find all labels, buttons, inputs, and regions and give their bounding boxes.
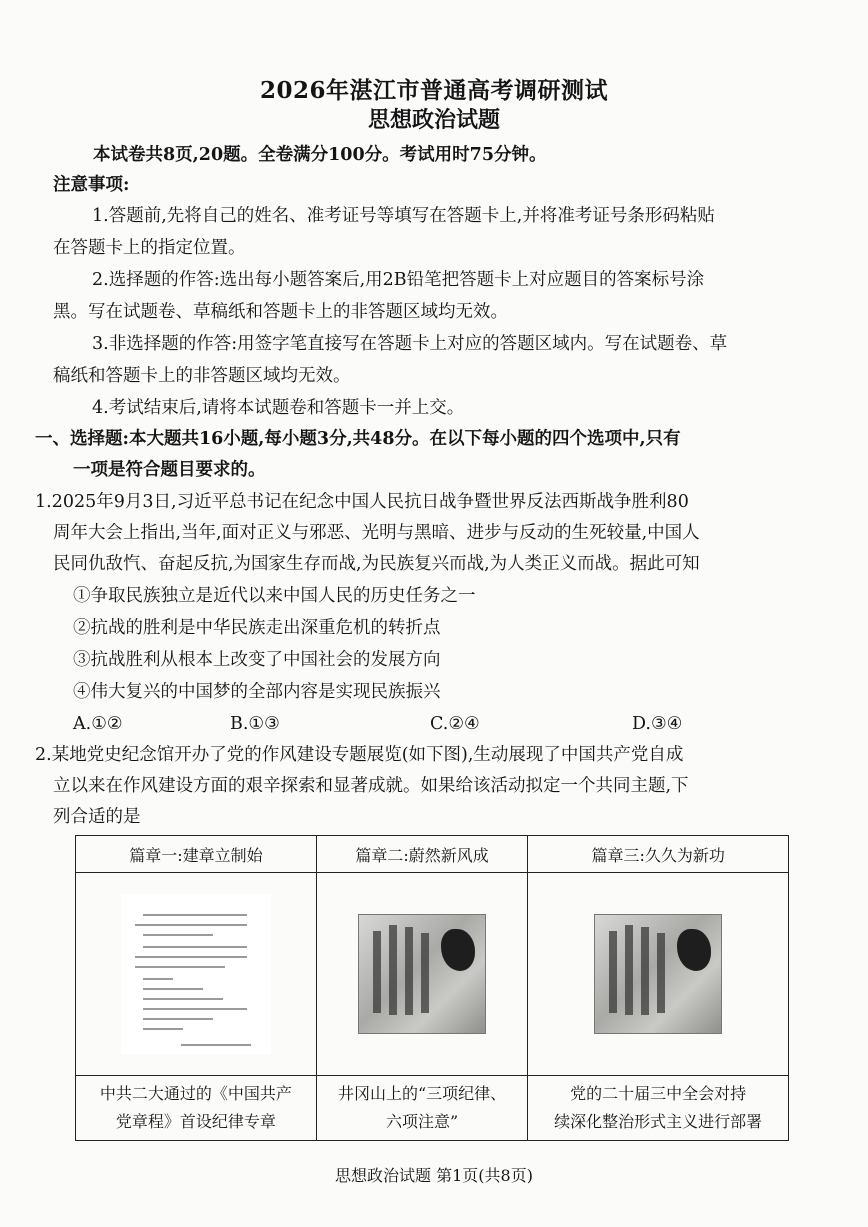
caption-line: 中共二大通过的《中国共产 bbox=[99, 1084, 292, 1103]
notice-line: 1.答题前,先将自己的姓名、准考证号等填写在答题卡上,并将准考证号条形码粘贴 bbox=[92, 206, 715, 226]
page-footer: 思想政治试题 第1页(共8页) bbox=[335, 1166, 533, 1185]
caption-line: 续深化整治形式主义进行部署 bbox=[554, 1112, 763, 1131]
plenum-deployment-photo bbox=[594, 914, 722, 1034]
question-1-stem: 1.2025年9月3日,习近平总书记在纪念中国人民抗日战争暨世界反法西斯战争胜利80 bbox=[35, 492, 689, 512]
notice-line: 在答题卡上的指定位置。 bbox=[53, 238, 246, 258]
section-heading: 一、选择题:本大题共16小题,每小题3分,共48分。在以下每小题的四个选项中,只有 bbox=[35, 429, 681, 449]
caption-line: 井冈山上的“三项纪律、 bbox=[338, 1084, 507, 1103]
option-c[interactable]: C.②④ bbox=[430, 714, 480, 734]
chapter-1-caption bbox=[76, 1076, 317, 1141]
chapter-2-caption bbox=[316, 1076, 527, 1141]
question-1-item: ④伟大复兴的中国梦的全部内容是实现民族振兴 bbox=[73, 682, 441, 702]
notice-heading: 注意事项: bbox=[53, 175, 130, 195]
question-2-stem: 列合适的是 bbox=[53, 807, 141, 827]
chapter-3-caption bbox=[528, 1076, 789, 1141]
chapter-2-image-cell bbox=[316, 873, 527, 1076]
question-2-stem: 立以来在作风建设方面的艰辛探索和显著成就。如果给该活动拟定一个共同主题,下 bbox=[53, 776, 689, 796]
option-b[interactable]: B.①③ bbox=[230, 714, 280, 734]
question-1-stem: 周年大会上指出,当年,面对正义与邪恶、光明与黑暗、进步与反动的生死较量,中国人 bbox=[53, 523, 700, 543]
question-1-item: ①争取民族独立是近代以来中国人民的历史任务之一 bbox=[73, 586, 476, 606]
chapter-1-image-cell bbox=[76, 873, 317, 1076]
caption-line: 党的二十届三中全会对持 bbox=[570, 1084, 747, 1103]
caption-line: 六项注意” bbox=[386, 1112, 459, 1131]
chapter-2-header: 篇章二:蔚然新风成 bbox=[316, 836, 527, 873]
notice-line: 黑。写在试题卷、草稿纸和答题卡上的非答题区域均无效。 bbox=[53, 302, 508, 322]
chapter-3-image-cell bbox=[528, 873, 789, 1076]
exhibit-table bbox=[75, 835, 789, 1141]
notice-line: 2.选择题的作答:选出每小题答案后,用2B铅笔把答题卡上对应题目的答案标号涂 bbox=[92, 270, 705, 290]
section-heading-cont: 一项是符合题目要求的。 bbox=[73, 460, 266, 480]
option-a[interactable]: A.①② bbox=[73, 714, 123, 734]
question-2-stem: 2.某地党史纪念馆开办了党的作风建设专题展览(如下图),生动展现了中国共产党自成 bbox=[35, 745, 684, 765]
three-disciplines-photo bbox=[358, 914, 486, 1034]
exam-subtitle: 思想政治试题 bbox=[367, 107, 500, 133]
party-constitution-document-image bbox=[121, 894, 271, 1054]
exam-info: 本试卷共8页,20题。全卷满分100分。考试用时75分钟。 bbox=[93, 145, 547, 165]
question-1-stem: 民同仇敌忾、奋起反抗,为国家生存而战,为民族复兴而战,为人类正义而战。据此可知 bbox=[53, 554, 700, 574]
question-1-item: ②抗战的胜利是中华民族走出深重危机的转折点 bbox=[73, 618, 441, 638]
caption-line: 党章程》首设纪律专章 bbox=[115, 1112, 276, 1131]
option-d[interactable]: D.③④ bbox=[632, 714, 683, 734]
chapter-3-header: 篇章三:久久为新功 bbox=[528, 836, 789, 873]
notice-line: 4.考试结束后,请将本试题卷和答题卡一并上交。 bbox=[92, 398, 465, 418]
question-1-item: ③抗战胜利从根本上改变了中国社会的发展方向 bbox=[73, 650, 441, 670]
exam-title: 2026年湛江市普通高考调研测试 bbox=[259, 77, 608, 104]
notice-line: 3.非选择题的作答:用签字笔直接写在答题卡上对应的答题区域内。写在试题卷、草 bbox=[92, 334, 728, 354]
notice-line: 稿纸和答题卡上的非答题区域均无效。 bbox=[53, 366, 351, 386]
chapter-1-header: 篇章一:建章立制始 bbox=[76, 836, 317, 873]
